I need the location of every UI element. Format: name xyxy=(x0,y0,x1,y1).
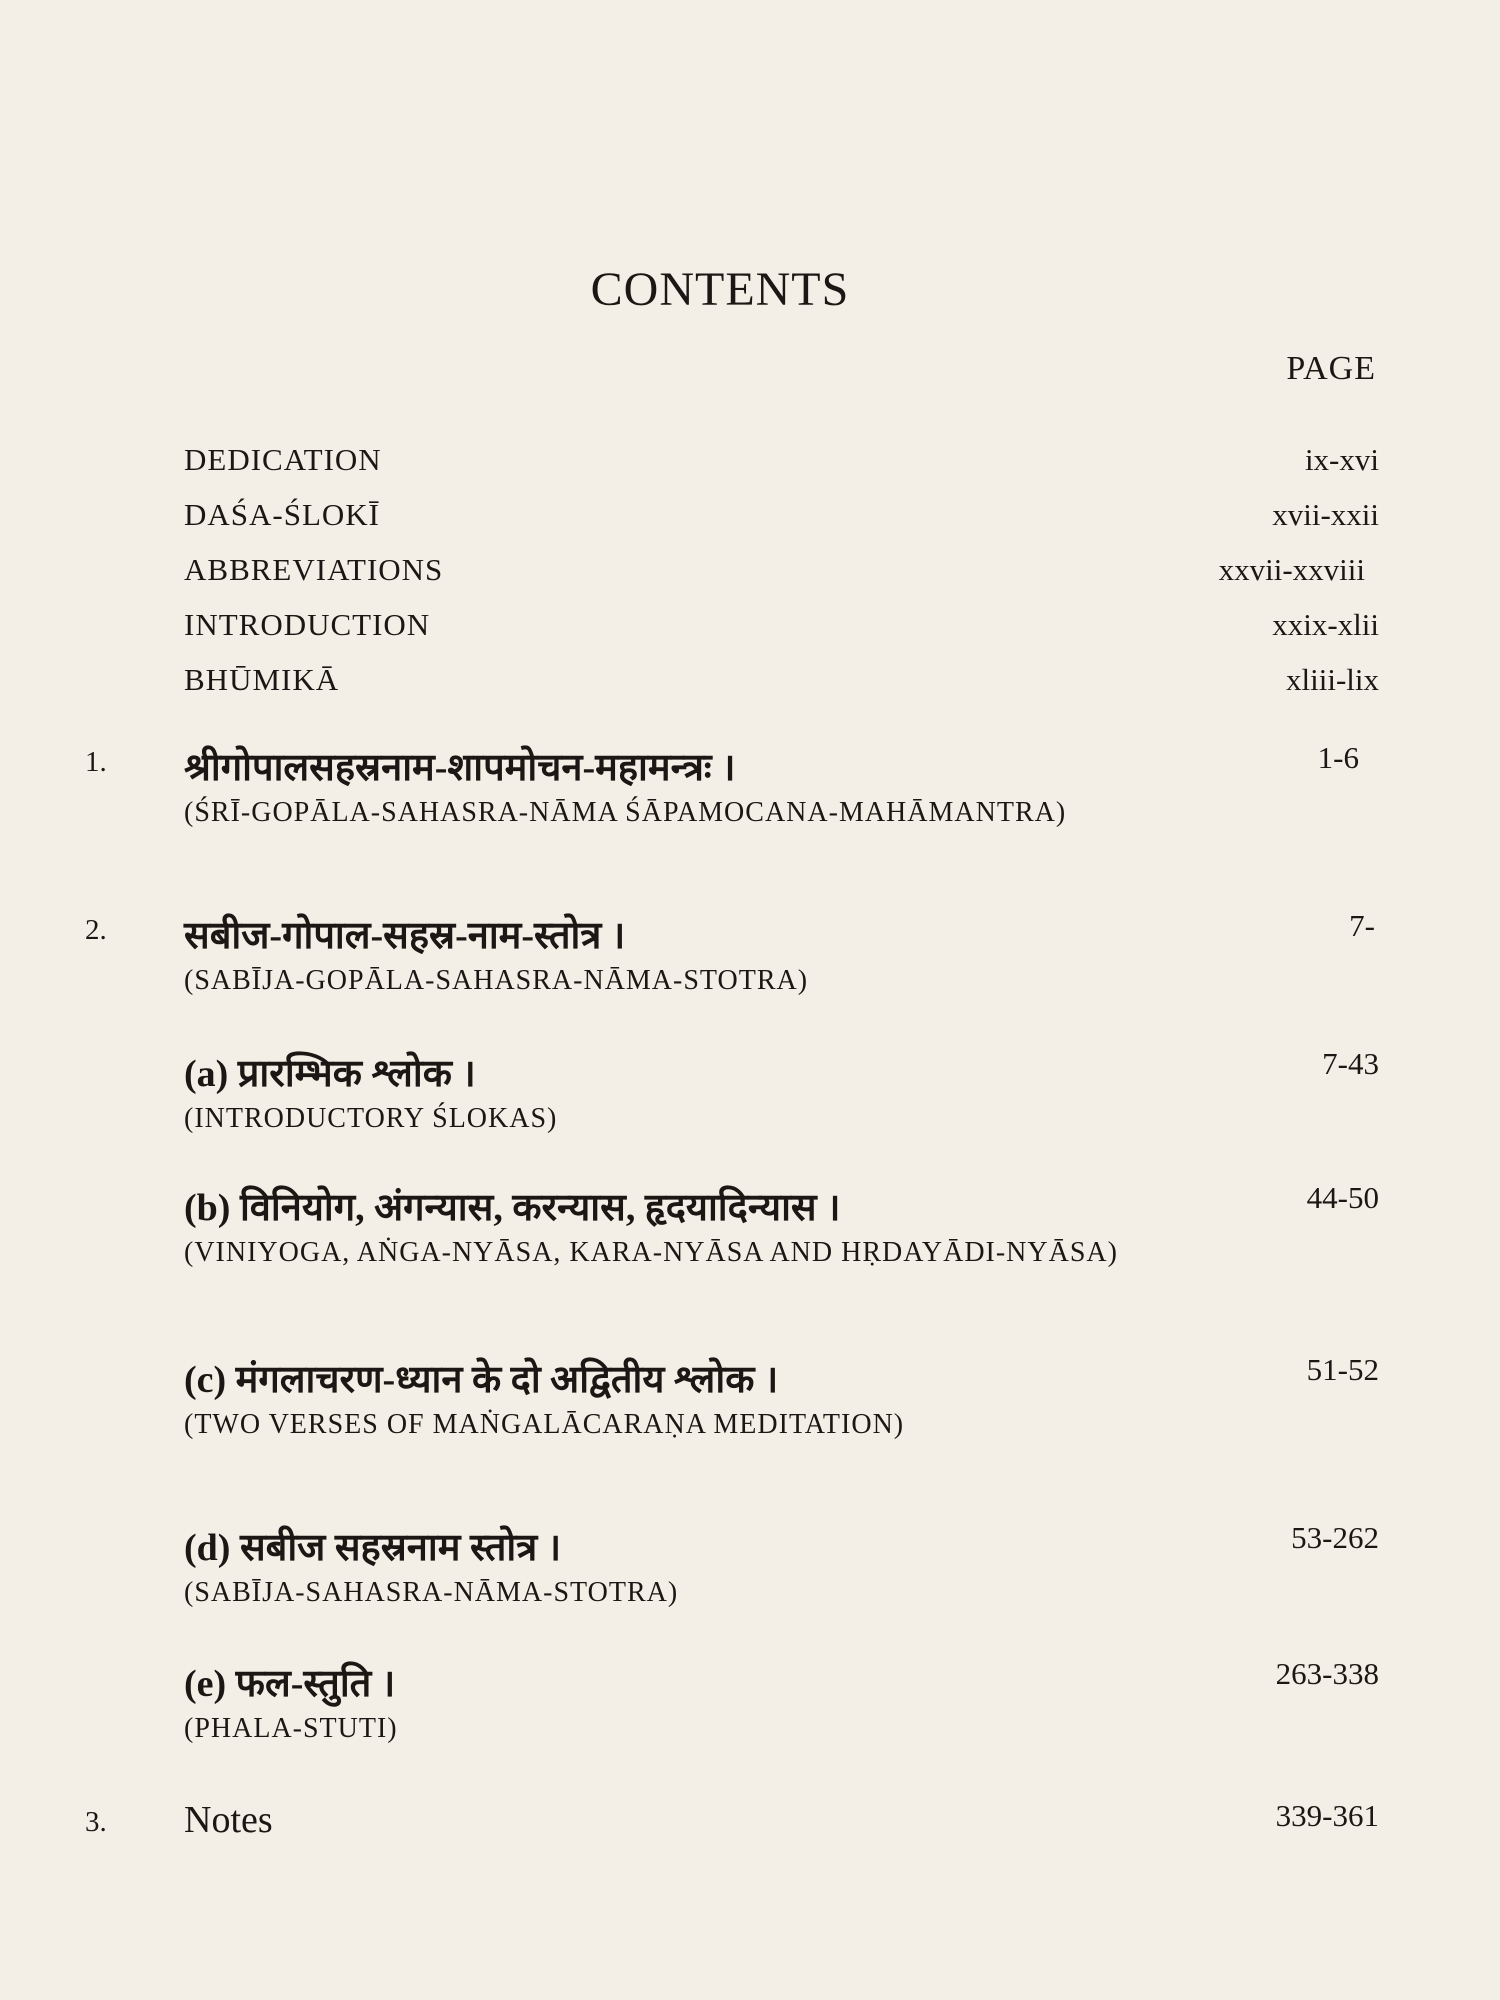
toc-entry-2 xyxy=(184,908,1379,998)
toc-entry-3 xyxy=(184,1798,1379,1842)
toc-entry-2c xyxy=(184,1352,1379,1442)
entry-subtitle: (SABĪJA-SAHASRA-NĀMA-STOTRA) xyxy=(184,1577,679,1608)
toc-label: DAŚA-ŚLOKĪ xyxy=(184,497,380,532)
entry-pages: 1-6 xyxy=(1317,740,1359,775)
entry-subtitle: (ŚRĪ-GOPĀLA-SAHASRA-NĀMA ŚĀPAMOCANA-MAHĀMANTRA) xyxy=(184,797,1067,828)
entry-subtitle: (VINIYOGA, AṄGA-NYĀSA, KARA-NYĀSA AND HṚDAYĀDI-NYĀSA) xyxy=(184,1237,1118,1268)
toc-front-introduction xyxy=(184,607,1379,643)
toc-front-dedication xyxy=(184,442,1379,478)
toc-pages: xxix-xlii xyxy=(1272,607,1379,642)
entry-title: सबीज-गोपाल-सहस्र-नाम-स्तोत्र । xyxy=(184,915,626,957)
entry-pages: 263-338 xyxy=(1275,1656,1379,1691)
entry-title: (c) मंगलाचरण-ध्यान के दो अद्वितीय श्लोक । xyxy=(184,1359,779,1401)
entry-number: 1. xyxy=(85,746,107,778)
toc-front-bhumika xyxy=(184,662,1379,698)
toc-pages: ix-xvi xyxy=(1304,442,1379,477)
page-column-label: PAGE xyxy=(1286,350,1376,387)
entry-number: 2. xyxy=(85,914,107,946)
entry-title: (d) सबीज सहस्रनाम स्तोत्र । xyxy=(184,1527,562,1569)
entry-title: (a) प्रारम्भिक श्लोक । xyxy=(184,1053,476,1095)
toc-pages: xxvii-xxviii xyxy=(1218,552,1365,587)
entry-title: (e) फल-स्तुति । xyxy=(184,1663,396,1705)
toc-pages: xvii-xxii xyxy=(1272,497,1379,532)
entry-pages: 51-52 xyxy=(1306,1352,1379,1387)
entry-number: 3. xyxy=(85,1806,107,1838)
toc-pages: xliii-lix xyxy=(1286,662,1379,697)
entry-title: श्रीगोपालसहस्रनाम-शापमोचन-महामन्त्रः । xyxy=(184,747,736,789)
toc-front-abbreviations xyxy=(184,552,1379,588)
entry-pages: 7-43 xyxy=(1322,1046,1379,1081)
toc-entry-2a xyxy=(184,1046,1379,1136)
entry-subtitle: (SABĪJA-GOPĀLA-SAHASRA-NĀMA-STOTRA) xyxy=(184,965,809,996)
toc-entry-1 xyxy=(184,740,1379,830)
toc-label: INTRODUCTION xyxy=(184,607,431,642)
entry-subtitle: (INTRODUCTORY ŚLOKAS) xyxy=(184,1103,558,1134)
toc-front-dasa-sloki xyxy=(184,497,1379,533)
page-title: CONTENTS xyxy=(590,263,850,316)
entry-pages: 339-361 xyxy=(1275,1798,1379,1833)
toc-entry-2d xyxy=(184,1520,1379,1610)
entry-pages: 44-50 xyxy=(1306,1180,1379,1215)
toc-label: BHŪMIKĀ xyxy=(184,662,340,697)
entry-title: Notes xyxy=(184,1799,273,1841)
toc-entry-2b xyxy=(184,1180,1379,1270)
entry-subtitle: (PHALA-STUTI) xyxy=(184,1713,398,1744)
toc-label: ABBREVIATIONS xyxy=(184,552,444,587)
entry-subtitle: (TWO VERSES OF MAṄGALĀCARAṆA MEDITATION) xyxy=(184,1409,905,1440)
toc-label: DEDICATION xyxy=(184,442,382,477)
entry-pages: 7- xyxy=(1349,908,1375,943)
toc-entry-2e xyxy=(184,1656,1379,1746)
entry-pages: 53-262 xyxy=(1291,1520,1379,1555)
entry-title: (b) विनियोग, अंगन्यास, करन्यास, हृदयादिन्यास । xyxy=(184,1187,841,1229)
